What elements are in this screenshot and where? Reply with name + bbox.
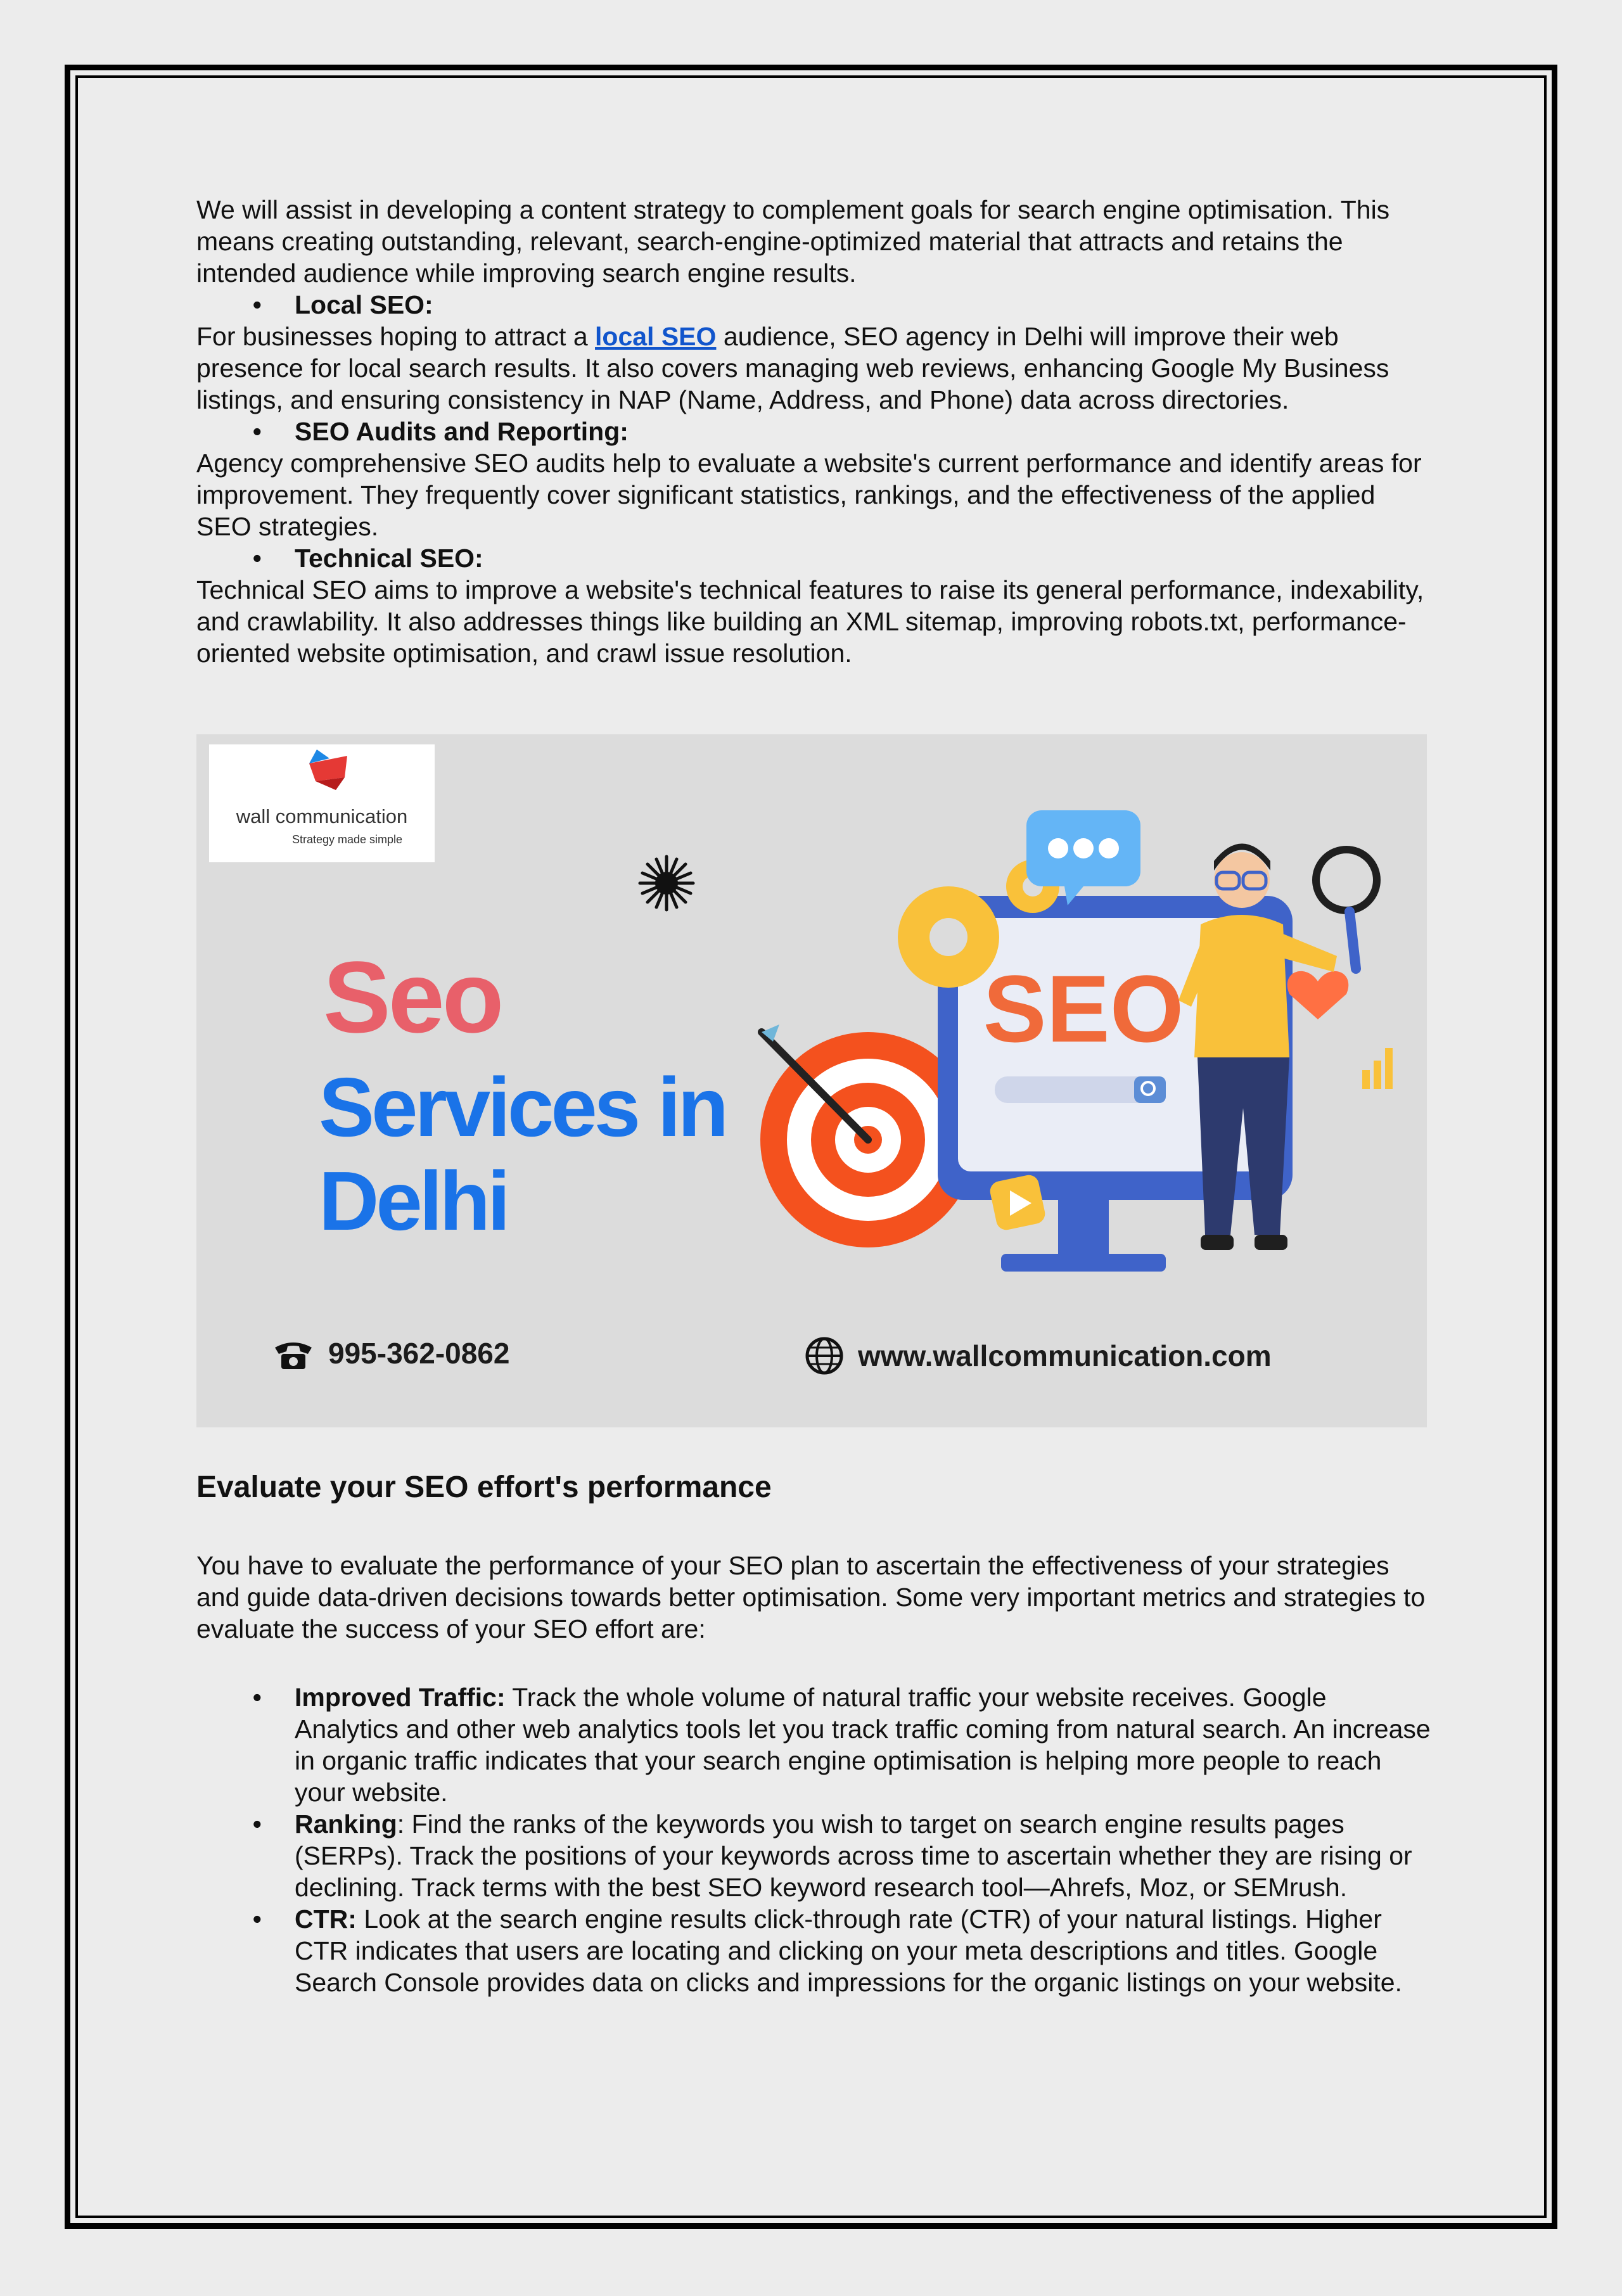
service-heading-technical: • Technical SEO: (196, 542, 1432, 574)
service-text-audits: Agency comprehensive SEO audits help to evaluate a website's current performance and identify areas for improvement. They frequently cover significant statistics, rankings, and the effectiveness of the applied SEO strategies. (196, 449, 1422, 541)
banner-title-services: Services in Delhi (319, 1061, 726, 1247)
phone-icon (272, 1336, 314, 1370)
company-logo (209, 744, 435, 862)
service-heading-local-seo: • Local SEO: (196, 289, 1432, 321)
evaluate-section (196, 1469, 1432, 1998)
section-heading: Evaluate your SEO effort's performance (196, 1470, 772, 1504)
service-text-technical: Technical SEO aims to improve a website's technical features to raise its general performance, indexability, and crawlability. It also addresses things like building an XML sitemap, improving robots.txt, performance-oriented website optimisation, and crawl issue resolution. (196, 575, 1424, 668)
banner-title-seo: Seo (323, 940, 502, 1054)
services-text-block (196, 194, 1432, 669)
seo-illustration (754, 791, 1413, 1336)
logo-tagline: Strategy made simple (291, 833, 403, 846)
banner-phone: 995-362-0862 (272, 1336, 509, 1370)
logo-name: wall communication (236, 805, 408, 827)
intro-paragraph: We will assist in developing a content strategy to complement goals for search engine optimisation. This means creating outstanding, relevant, search-engine-optimized material that attracts and retains the intended audience while improving search engine results. (196, 195, 1390, 288)
metrics-list (196, 1681, 1432, 1998)
banner-website: www.wallcommunication.com (805, 1336, 1272, 1375)
starburst-icon (635, 851, 698, 915)
bullet-icon: • (252, 1904, 262, 1934)
bullet-icon: • (252, 1809, 262, 1839)
bullet-icon: • (252, 290, 262, 319)
service-heading-audits: • SEO Audits and Reporting: (196, 416, 1432, 447)
bullet-icon: • (252, 417, 262, 446)
logo-mark-icon (209, 744, 435, 808)
seo-services-banner (196, 734, 1427, 1427)
section-intro: You have to evaluate the performance of your SEO plan to ascertain the effectiveness of your strategies and guide data-driven decisions towards better optimisation. Some very important metrics and strategies to evaluate the success of your SEO effort are: (196, 1551, 1426, 1643)
service-text-local-seo: For businesses hoping to attract a local SEO audience, SEO agency in Delhi will improve their web presence for local search results. It also covers managing web reviews, enhancing Google My Business listings, and ensuring consistency in NAP (Name, Address, and Phone) data across directories. (196, 322, 1389, 414)
monitor-seo-text: SEO (983, 955, 1184, 1062)
local-seo-link[interactable]: local SEO (595, 322, 717, 351)
bullet-icon: • (252, 1683, 262, 1712)
list-item: • Ranking: Find the ranks of the keywords you wish to target on search engine results pages (SERPs). Track the positions of your keywords across time to ascertain whether they are rising or declining. Track terms with the best SEO keyword research tool—Ahrefs, Moz, or SEMrush. (196, 1808, 1432, 1903)
bullet-icon: • (252, 544, 262, 573)
list-item: • CTR: Look at the search engine results click-through rate (CTR) of your natural listings. Higher CTR indicates that users are locating and clicking on your meta descriptions and titles. Google Search Console provides data on clicks and impressions for the organic listings on your website. (196, 1903, 1432, 1998)
list-item: • Improved Traffic: Track the whole volume of natural traffic your website receives. Google Analytics and other web analytics tools let you track traffic coming from natural search. An increase in organic traffic indicates that your search engine optimisation is helping more people to reach your website. (196, 1681, 1432, 1808)
globe-icon (805, 1336, 844, 1375)
